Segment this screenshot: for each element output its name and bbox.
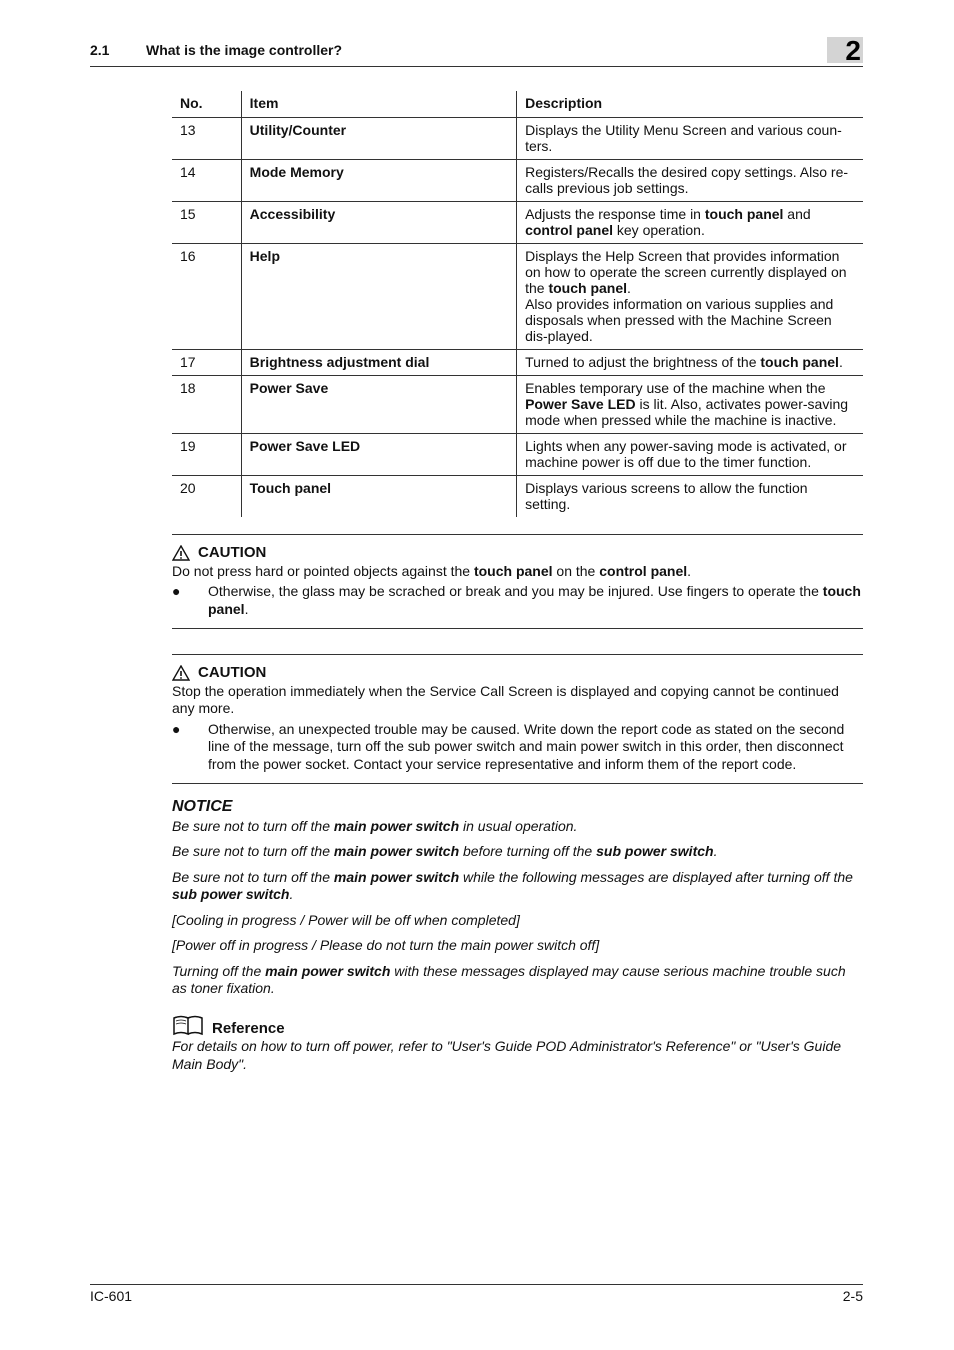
row-item: Power Save LED bbox=[241, 434, 516, 476]
table-row bbox=[172, 118, 863, 160]
chapter-badge bbox=[827, 35, 863, 66]
row-description: Displays the Utility Menu Screen and various coun-ters. bbox=[517, 118, 863, 160]
table-row bbox=[172, 476, 863, 518]
column-header-no: No. bbox=[172, 91, 241, 118]
caution-box-service-call bbox=[172, 654, 863, 784]
row-description: Displays the Help Screen that provides information on how to operate the screen currently displayed on the touch panel. Also provides information on various supplies and disposals when pressed with the Machine Screen dis-played. bbox=[517, 244, 863, 350]
column-header-item: Item bbox=[241, 91, 516, 118]
notice-paragraph: Be sure not to turn off the main power switch in usual operation. bbox=[172, 817, 578, 834]
table-row bbox=[172, 434, 863, 476]
chapter-number: 2 bbox=[845, 35, 861, 66]
column-header-description: Description bbox=[517, 91, 863, 118]
row-item: Touch panel bbox=[241, 476, 516, 518]
caution-box-touch-panel bbox=[172, 534, 863, 629]
row-number: 16 bbox=[172, 244, 241, 350]
caution-text: Stop the operation immediately when the Service Call Screen is displayed and copying cannot be continued any more. bbox=[172, 682, 839, 716]
table-row bbox=[172, 244, 863, 350]
table-header-row bbox=[172, 91, 863, 118]
caution-bullet: ● Otherwise, the glass may be scrached or break and you may be injured. Use fingers to operate the touch panel. bbox=[172, 583, 861, 617]
notice-title: NOTICE bbox=[172, 798, 233, 815]
table-row bbox=[172, 160, 863, 202]
row-item: Brightness adjustment dial bbox=[241, 350, 516, 376]
row-number: 15 bbox=[172, 202, 241, 244]
row-item: Power Save bbox=[241, 376, 516, 434]
row-number: 20 bbox=[172, 476, 241, 518]
notice-paragraph: [Power off in progress / Please do not turn the main power switch off] bbox=[172, 937, 600, 953]
warning-triangle-icon bbox=[172, 545, 190, 561]
row-number: 13 bbox=[172, 118, 241, 160]
reference-section bbox=[172, 1013, 863, 1073]
table-row bbox=[172, 376, 863, 434]
row-item: Utility/Counter bbox=[241, 118, 516, 160]
table-row bbox=[172, 202, 863, 244]
row-number: 14 bbox=[172, 160, 241, 202]
caution-text: Do not press hard or pointed objects against the touch panel on the control panel. bbox=[172, 562, 692, 579]
notice-paragraph: [Cooling in progress / Power will be off when completed] bbox=[172, 911, 520, 928]
row-description: Displays various screens to allow the function setting. bbox=[525, 480, 808, 512]
row-description: Registers/Recalls the desired copy settings. Also re-calls previous job settings. bbox=[517, 160, 863, 202]
row-description: Lights when any power-saving mode is activated, or machine power is off due to the timer function. bbox=[517, 434, 863, 476]
notice-paragraph: Be sure not to turn off the main power switch while the following messages are displayed after turning off the sub power switch. bbox=[172, 868, 853, 902]
row-item: Accessibility bbox=[241, 202, 516, 244]
section-number: 2.1 bbox=[90, 42, 110, 58]
row-number: 18 bbox=[172, 376, 241, 434]
page-header bbox=[90, 35, 863, 67]
row-number: 17 bbox=[172, 350, 241, 376]
table-row bbox=[172, 350, 863, 376]
row-item: Help bbox=[241, 244, 516, 350]
caution-title: CAUTION bbox=[172, 544, 863, 562]
caution-title: CAUTION bbox=[172, 664, 863, 682]
row-description: Enables temporary use of the machine when the Power Save LED is lit. Also, activates power-saving mode when pressed while the machine is inactive. bbox=[517, 376, 863, 434]
row-number: 19 bbox=[172, 434, 241, 476]
warning-triangle-icon bbox=[172, 665, 190, 681]
notice-paragraph: Be sure not to turn off the main power switch before turning off the sub power switch. bbox=[172, 843, 718, 859]
reference-text: For details on how to turn off power, refer to "User's Guide POD Administrator's Reference" or "User's Guide Main Body". bbox=[172, 1038, 842, 1072]
caution-bullet: ● Otherwise, an unexpected trouble may be caused. Write down the report code as stated on the second line of the message, turn off the sub power switch and main power switch in this order, then disconnect from the power socket. Contact your service representative and inform them of the report code. bbox=[172, 720, 845, 772]
row-item: Mode Memory bbox=[241, 160, 516, 202]
footer-page-number: 2-5 bbox=[842, 1288, 863, 1304]
bullet-icon: ● bbox=[172, 583, 181, 599]
row-description: Adjusts the response time in touch panel and control panel key operation. bbox=[517, 202, 863, 244]
notice-paragraph: Turning off the main power switch with these messages displayed may cause serious machine trouble such as toner fixation. bbox=[172, 962, 846, 996]
notice-section bbox=[172, 798, 863, 1006]
bullet-icon: ● bbox=[172, 720, 181, 737]
page-footer bbox=[90, 1284, 863, 1304]
book-icon bbox=[172, 1013, 206, 1037]
reference-title: Reference bbox=[172, 1013, 863, 1037]
row-description: Turned to adjust the brightness of the touch panel. bbox=[517, 350, 863, 376]
items-table bbox=[172, 91, 863, 517]
section-title: What is the image controller? bbox=[146, 42, 343, 58]
footer-model: IC-601 bbox=[90, 1288, 133, 1304]
